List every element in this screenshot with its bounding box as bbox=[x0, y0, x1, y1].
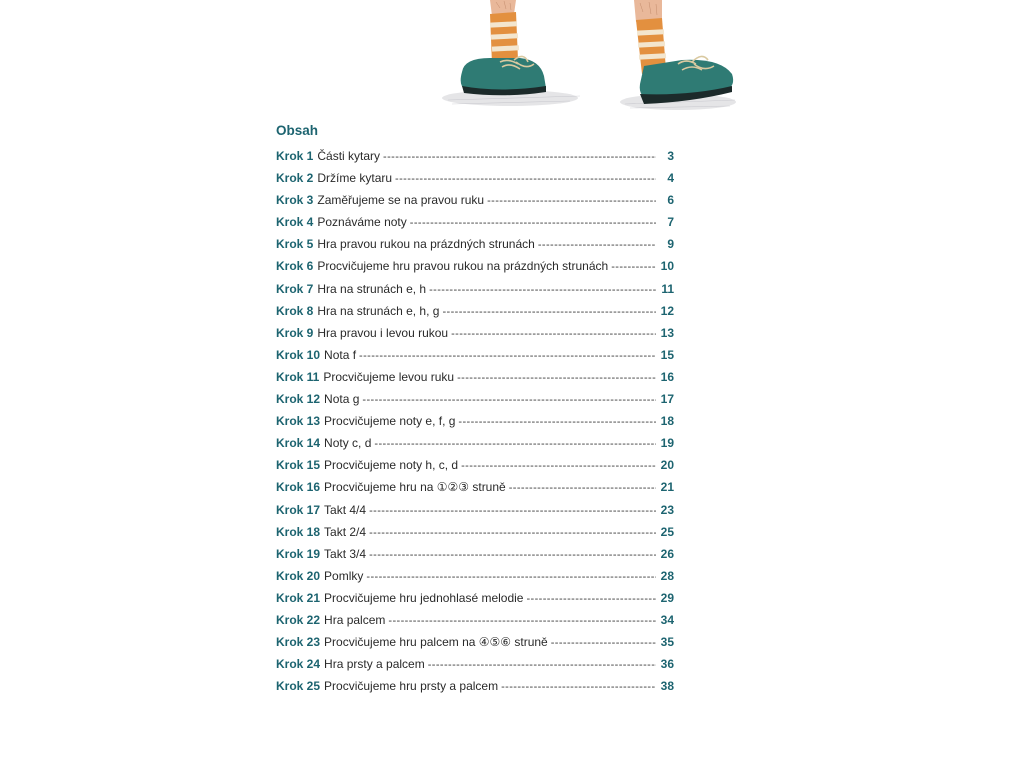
toc-entry[interactable] bbox=[276, 149, 674, 171]
toc-entry-title: Hra palcem bbox=[324, 612, 386, 627]
toc-entry[interactable] bbox=[276, 326, 674, 348]
toc-entry-title: Procvičujeme noty e, f, g bbox=[324, 414, 456, 429]
toc-dot-leader bbox=[458, 416, 656, 428]
toc-entry[interactable] bbox=[276, 414, 674, 436]
toc-dot-leader bbox=[526, 593, 656, 605]
toc-entry-page-number: 38 bbox=[660, 679, 674, 694]
toc-entry-title: Hra pravou rukou na prázdných strunách bbox=[317, 237, 535, 252]
toc-dot-leader bbox=[362, 394, 656, 406]
toc-dot-leader bbox=[359, 350, 656, 362]
toc-entry-step: Krok 7 bbox=[276, 281, 314, 296]
toc-entry[interactable] bbox=[276, 525, 674, 547]
toc-entry-title: Procvičujeme hru jednohlasé melodie bbox=[324, 590, 524, 605]
toc-entry-title: Procvičujeme hru na ①②③ struně bbox=[324, 480, 506, 495]
toc-entry-step: Krok 5 bbox=[276, 237, 314, 252]
toc-entry-step: Krok 17 bbox=[276, 502, 321, 517]
toc-dot-leader bbox=[374, 438, 656, 450]
toc-entry-title: Poznáváme noty bbox=[317, 215, 407, 230]
toc-entry-page-number: 9 bbox=[667, 237, 674, 252]
toc-entry-step: Krok 22 bbox=[276, 612, 321, 627]
toc-entry-page-number: 7 bbox=[667, 215, 674, 230]
toc-entry-title: Držíme kytaru bbox=[317, 171, 393, 186]
toc-entry[interactable] bbox=[276, 436, 674, 458]
toc-entry-page-number: 25 bbox=[660, 524, 674, 539]
table-of-contents bbox=[276, 122, 674, 701]
toc-entry[interactable] bbox=[276, 480, 674, 502]
toc-entry-page-number: 11 bbox=[661, 281, 674, 296]
toc-dot-leader bbox=[461, 460, 656, 472]
toc-entry-title: Takt 2/4 bbox=[324, 524, 367, 539]
toc-entry-title: Hra na strunách e, h, g bbox=[317, 303, 440, 318]
toc-entry-title: Procvičujeme hru pravou rukou na prázdných strunách bbox=[317, 259, 609, 274]
toc-entry-step: Krok 20 bbox=[276, 568, 321, 583]
toc-entry[interactable] bbox=[276, 259, 674, 281]
toc-entry-step: Krok 15 bbox=[276, 458, 321, 473]
toc-entry-title: Nota g bbox=[324, 392, 360, 407]
toc-entry-page-number: 34 bbox=[660, 612, 674, 627]
toc-entry[interactable] bbox=[276, 237, 674, 259]
toc-entry-page-number: 19 bbox=[660, 436, 674, 451]
toc-entry-title: Noty c, d bbox=[324, 436, 372, 451]
toc-entry-title: Takt 3/4 bbox=[324, 546, 367, 561]
walking-legs-illustration bbox=[430, 0, 750, 120]
toc-entry-title: Hra na strunách e, h bbox=[317, 281, 427, 296]
toc-entry-step: Krok 18 bbox=[276, 524, 321, 539]
toc-entry-title: Nota f bbox=[324, 347, 357, 362]
toc-entry-step: Krok 6 bbox=[276, 259, 314, 274]
toc-dot-leader bbox=[366, 571, 656, 583]
toc-entry-page-number: 26 bbox=[660, 546, 674, 561]
toc-entry-page-number: 4 bbox=[667, 171, 674, 186]
toc-entry-page-number: 17 bbox=[660, 392, 674, 407]
toc-entry[interactable] bbox=[276, 348, 674, 370]
toc-entry-step: Krok 1 bbox=[276, 149, 314, 163]
toc-entry-step: Krok 19 bbox=[276, 546, 321, 561]
toc-dot-leader bbox=[442, 306, 656, 318]
toc-entry[interactable] bbox=[276, 613, 674, 635]
toc-entry-title: Procvičujeme noty h, c, d bbox=[324, 458, 459, 473]
walking-legs-icon bbox=[430, 0, 750, 120]
toc-dot-leader bbox=[538, 239, 656, 251]
toc-entry-step: Krok 2 bbox=[276, 171, 314, 186]
toc-entry-step: Krok 12 bbox=[276, 392, 321, 407]
toc-entry-step: Krok 9 bbox=[276, 325, 314, 340]
toc-dot-leader bbox=[611, 261, 656, 273]
toc-entry-page-number: 35 bbox=[660, 635, 674, 650]
toc-entry-page-number: 29 bbox=[660, 590, 674, 605]
toc-dot-leader bbox=[369, 505, 656, 517]
toc-entry-title: Procvičujeme hru prsty a palcem bbox=[324, 679, 499, 694]
toc-entry-page-number: 18 bbox=[660, 414, 674, 429]
toc-entry[interactable] bbox=[276, 458, 674, 480]
toc-entry-page-number: 28 bbox=[660, 568, 674, 583]
toc-entry-page-number: 3 bbox=[667, 149, 674, 163]
toc-entry[interactable] bbox=[276, 591, 674, 613]
toc-entry-step: Krok 24 bbox=[276, 657, 321, 672]
toc-dot-leader bbox=[428, 659, 656, 671]
toc-entry-page-number: 13 bbox=[660, 325, 674, 340]
toc-entry-page-number: 20 bbox=[660, 458, 674, 473]
toc-dot-leader bbox=[369, 549, 656, 561]
toc-entry-title: Zaměřujeme se na pravou ruku bbox=[317, 193, 485, 208]
toc-entry-step: Krok 8 bbox=[276, 303, 314, 318]
toc-entry-step: Krok 4 bbox=[276, 215, 314, 230]
toc-entry-step: Krok 13 bbox=[276, 414, 321, 429]
toc-entry-step: Krok 25 bbox=[276, 679, 321, 694]
toc-entry[interactable] bbox=[276, 547, 674, 569]
toc-entry[interactable] bbox=[276, 569, 674, 591]
toc-entry[interactable] bbox=[276, 657, 674, 679]
toc-dot-leader bbox=[501, 681, 656, 693]
toc-dot-leader bbox=[509, 482, 656, 494]
toc-dot-leader bbox=[451, 328, 656, 340]
toc-entry-step: Krok 21 bbox=[276, 590, 321, 605]
toc-entry-page-number: 15 bbox=[660, 347, 674, 362]
toc-dot-leader bbox=[383, 151, 656, 163]
toc-entry[interactable] bbox=[276, 171, 674, 193]
toc-entry-title: Hra pravou i levou rukou bbox=[317, 325, 449, 340]
toc-entry-step: Krok 10 bbox=[276, 347, 321, 362]
toc-dot-leader bbox=[369, 527, 656, 539]
toc-entry[interactable] bbox=[276, 215, 674, 237]
toc-entry[interactable] bbox=[276, 282, 674, 304]
toc-entry-page-number: 23 bbox=[660, 502, 674, 517]
toc-dot-leader bbox=[410, 217, 656, 229]
toc-entry-title: Procvičujeme hru palcem na ④⑤⑥ struně bbox=[324, 635, 548, 650]
toc-dot-leader bbox=[551, 637, 656, 649]
toc-entry[interactable] bbox=[276, 635, 674, 657]
toc-dot-leader bbox=[395, 173, 656, 185]
toc-entry-title: Části kytary bbox=[317, 149, 381, 163]
toc-entry-page-number: 10 bbox=[660, 259, 674, 274]
toc-entry[interactable] bbox=[276, 679, 674, 701]
toc-entry[interactable] bbox=[276, 392, 674, 414]
toc-entry[interactable] bbox=[276, 503, 674, 525]
toc-list bbox=[276, 149, 674, 701]
toc-heading: Obsah bbox=[276, 123, 319, 138]
toc-dot-leader bbox=[388, 615, 656, 627]
toc-entry-page-number: 16 bbox=[660, 369, 674, 384]
toc-entry-page-number: 12 bbox=[660, 303, 674, 318]
toc-entry[interactable] bbox=[276, 370, 674, 392]
toc-entry-step: Krok 16 bbox=[276, 480, 321, 495]
toc-entry-step: Krok 14 bbox=[276, 436, 321, 451]
toc-dot-leader bbox=[429, 284, 656, 296]
toc-entry[interactable] bbox=[276, 193, 674, 215]
toc-entry-step: Krok 11 bbox=[276, 369, 320, 384]
toc-entry[interactable] bbox=[276, 304, 674, 326]
toc-entry-page-number: 21 bbox=[660, 480, 674, 495]
toc-entry-title: Pomlky bbox=[324, 568, 364, 583]
toc-dot-leader bbox=[457, 372, 656, 384]
toc-entry-title: Takt 4/4 bbox=[324, 502, 367, 517]
toc-entry-step: Krok 3 bbox=[276, 193, 314, 208]
toc-dot-leader bbox=[487, 195, 656, 207]
toc-entry-page-number: 36 bbox=[660, 657, 674, 672]
toc-entry-title: Hra prsty a palcem bbox=[324, 657, 425, 672]
toc-entry-step: Krok 23 bbox=[276, 635, 321, 650]
toc-entry-title: Procvičujeme levou ruku bbox=[323, 369, 455, 384]
toc-entry-page-number: 6 bbox=[667, 193, 674, 208]
